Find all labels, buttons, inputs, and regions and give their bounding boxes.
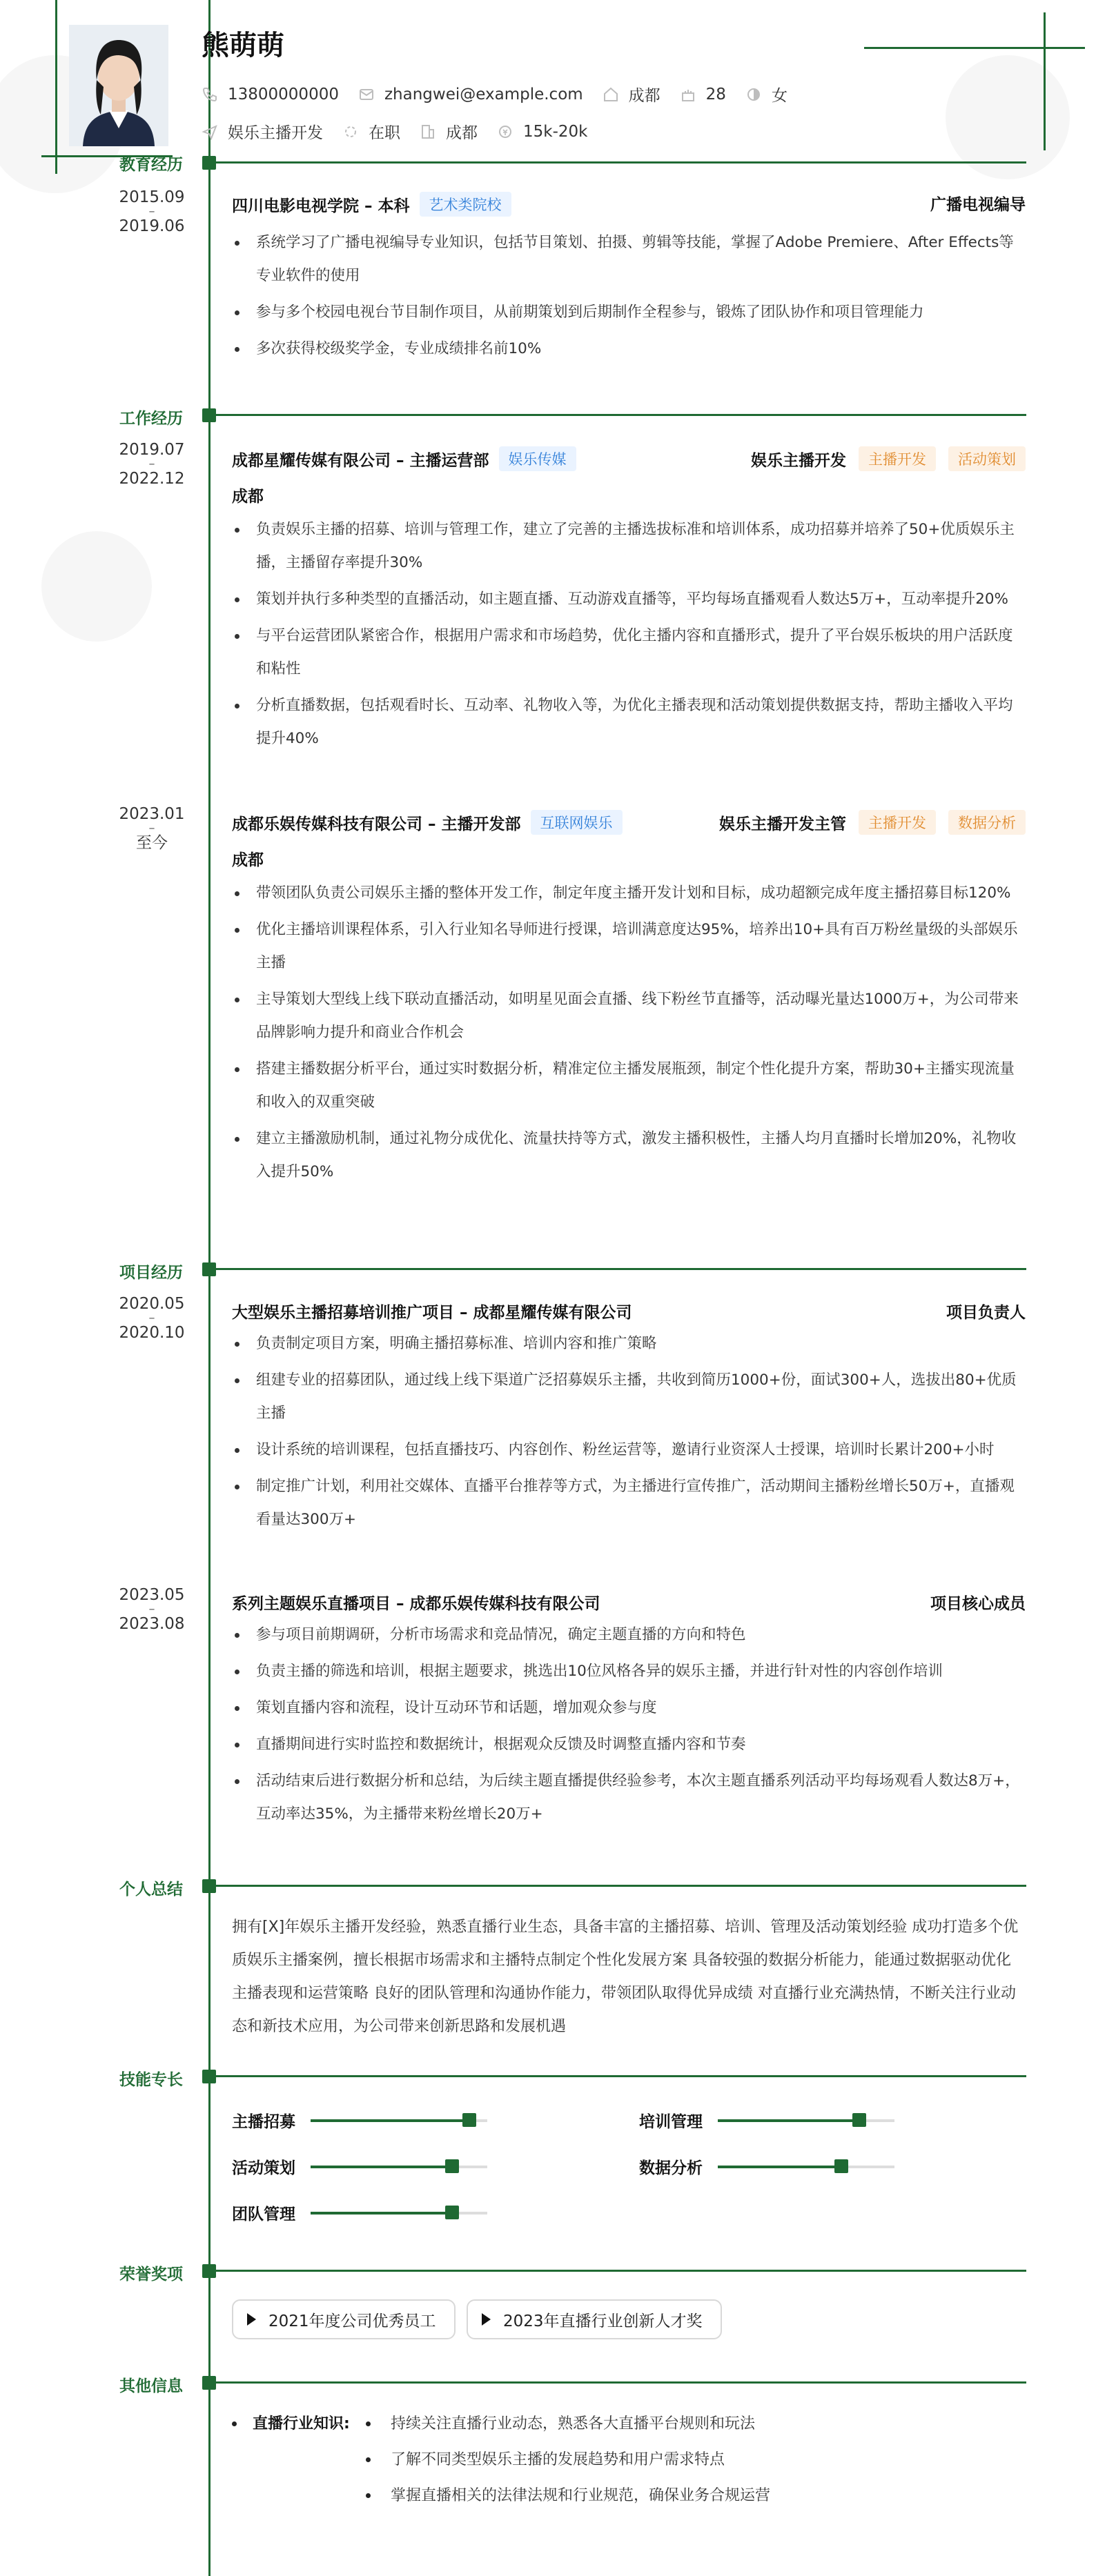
salary-icon (497, 123, 513, 140)
gender-item (745, 83, 787, 106)
project-entry (232, 1591, 1026, 1834)
gender-text: 女 (771, 87, 787, 105)
work-bullets (232, 877, 1026, 1189)
skill-level-marker (445, 2159, 459, 2173)
target-role-text: 娱乐主播开发 (228, 124, 323, 142)
date-separator: – (148, 1311, 155, 1325)
section-title-education: 教育经历 (119, 156, 183, 174)
skill-tag: 活动策划 (948, 446, 1026, 471)
skill-name: 活动策划 (232, 2159, 295, 2177)
honor-badge (467, 2299, 722, 2339)
target-city-item (420, 120, 478, 143)
list-item: 多次获得校级奖学金，专业成绩排名前10% (232, 333, 1026, 366)
email-item (358, 86, 583, 103)
phone-icon (202, 86, 218, 103)
list-item: 组建专业的招募团队，通过线上线下渠道广泛招募娱乐主播，共收到简历1000+份，面试300+人，选拔出80+优质主播 (232, 1364, 1026, 1430)
list-item: 参与项目前期调研，分析市场需求和竞品情况，确定主题直播的方向和特色 (232, 1618, 1026, 1652)
target-city-text: 成都 (446, 124, 478, 142)
section-title-skills: 技能专长 (119, 2071, 183, 2089)
section-divider (216, 414, 1026, 416)
honor-text: 2023年直播行业创新人才奖 (503, 2312, 703, 2330)
bullet-dot (232, 2421, 237, 2426)
job-role: 娱乐主播开发 (751, 451, 846, 470)
project-bullets (232, 1618, 1026, 1831)
industry-tag: 互联网娱乐 (531, 810, 623, 835)
industry-tag: 娱乐传媒 (499, 446, 576, 471)
section-title-other: 其他信息 (119, 2377, 183, 2395)
date-separator: – (148, 1602, 155, 1616)
list-item (232, 2412, 1026, 2448)
summary-text: 拥有[X]年娱乐主播开发经验，熟悉直播行业生态，具备丰富的主播招募、培训、管理及活动策划经验 成功打造多个优质娱乐主播案例，擅长根据市场需求和主播特点制定个性化发展方案 具备较强的数据分析能力，能通过数据驱动优化主播表现和运营策略 良好的团队管理和沟通协作能力，带领团队取得优异成绩 对直播行业充满热情，不断关注行业动态和新技术应用，为公司带来创新思路和发展机遇 (232, 1919, 1019, 2035)
education-entry (232, 192, 1026, 369)
date-start: 2023.01 (119, 805, 185, 823)
profile-photo (69, 25, 168, 146)
list-item: 建立主播激励机制，通过礼物分成优化、流量扶持等方式，激发主播积极性，主播人均月直播时长增加20%，礼物收入提升50% (232, 1122, 1026, 1189)
skill-name: 数据分析 (639, 2159, 703, 2177)
section-divider (216, 1268, 1026, 1270)
corner-decoration (55, 0, 57, 174)
list-item: 参与多个校园电视台节目制作项目，从前期策划到后期制作全程参与，锻炼了团队协作和项目管理能力 (232, 296, 1026, 329)
list-item: 策划直播内容和流程，设计互动环节和话题，增加观众参与度 (232, 1692, 1026, 1725)
contact-info-row (202, 83, 807, 106)
status-text: 在职 (369, 124, 400, 142)
list-item: 主导策划大型线上线下联动直播活动，如明星见面会直播、线下粉丝节直播等，活动曝光量达1000万+，为公司带来品牌影响力提升和商业合作机会 (232, 983, 1026, 1049)
education-bullets (232, 226, 1026, 366)
timeline-line (208, 0, 211, 2576)
section-divider (216, 2075, 1026, 2077)
major: 广播电视编导 (930, 196, 1026, 214)
work-date (110, 806, 193, 851)
date-start: 2023.05 (119, 1586, 185, 1604)
other-item: 持续关注直播行业动态，熟悉各大直播平台规则和玩法 (391, 2415, 756, 2433)
age-text: 28 (705, 85, 726, 103)
work-header (232, 446, 1026, 474)
skill-name: 培训管理 (639, 2113, 703, 2131)
home-icon (603, 86, 619, 103)
skill-item (232, 2155, 487, 2178)
date-end: 至今 (136, 834, 168, 852)
job-intent-row (202, 120, 607, 143)
section-marker (202, 2376, 216, 2390)
corner-decoration (1044, 12, 1046, 150)
bullet-dot (366, 2421, 371, 2426)
list-item: 搭建主播数据分析平台，通过实时数据分析，精准定位主播发展瓶颈，制定个性化提升方案，帮助30+主播实现流量和收入的双重突破 (232, 1053, 1026, 1119)
skill-bar (311, 2119, 487, 2122)
skill-name: 团队管理 (232, 2206, 295, 2223)
list-item: 负责娱乐主播的招募、培训与管理工作，建立了完善的主播选拔标准和培训体系，成功招募并培养了50+优质娱乐主播，主播留存率提升30% (232, 513, 1026, 579)
list-item: 与平台运营团队紧密合作，根据用户需求和市场趋势，优化主播内容和直播形式，提升了平台娱乐板块的用户活跃度和粘性 (232, 620, 1026, 686)
date-end: 2022.12 (119, 470, 185, 488)
list-item: 分析直播数据，包括观看时长、互动率、礼物收入等，为优化主播表现和活动策划提供数据支持，帮助主播收入平均提升40% (232, 689, 1026, 755)
date-start: 2015.09 (119, 188, 185, 206)
section-title-summary: 个人总结 (119, 1881, 183, 1899)
list-item (232, 2448, 1026, 2484)
project-entry (232, 1300, 1026, 1540)
section-title-honors: 荣誉奖项 (119, 2266, 183, 2283)
bullet-dot (366, 2457, 371, 2462)
section-divider (216, 1885, 1026, 1887)
section-marker (202, 156, 216, 170)
target-role-item (202, 120, 323, 143)
decorative-circle (946, 55, 1070, 179)
skill-tag: 主播开发 (859, 810, 936, 835)
skill-name: 主播招募 (232, 2113, 295, 2131)
honor-text: 2021年度公司优秀员工 (268, 2312, 436, 2330)
date-start: 2020.05 (119, 1295, 185, 1313)
project-title: 大型娱乐主播招募培训推广项目 – 成都星耀传媒有限公司 (232, 1304, 632, 1322)
mail-icon (358, 86, 375, 103)
list-item (232, 2484, 1026, 2519)
age-item (680, 86, 726, 103)
list-item: 负责主播的筛选和培训，根据主题要求，挑选出10位风格各异的娱乐主播，并进行针对性的内容创作培训 (232, 1655, 1026, 1688)
work-header (232, 810, 1026, 838)
project-role: 项目核心成员 (930, 1595, 1026, 1613)
candidate-name: 熊萌萌 (202, 30, 284, 61)
play-icon (247, 2313, 256, 2326)
phone-item (202, 86, 339, 103)
other-info (232, 2412, 1026, 2519)
project-date (110, 1296, 193, 1341)
work-entry (232, 810, 1026, 1192)
building-icon (420, 123, 436, 140)
project-title: 系列主题娱乐直播项目 – 成都乐娱传媒科技有限公司 (232, 1595, 600, 1613)
skill-bar (311, 2212, 487, 2215)
project-date (110, 1587, 193, 1632)
salary-item (497, 123, 587, 141)
skill-item (232, 2109, 487, 2132)
play-icon (482, 2313, 491, 2326)
salary-text: 15k-20k (523, 122, 588, 141)
date-end: 2019.06 (119, 217, 185, 235)
work-date (110, 442, 193, 487)
project-role: 项目负责人 (946, 1304, 1026, 1322)
other-item: 了解不同类型娱乐主播的发展趋势和用户需求特点 (391, 2451, 725, 2468)
phone-text: 13800000000 (228, 85, 339, 103)
work-city: 成都 (232, 851, 264, 869)
list-item: 设计系统的培训课程，包括直播技巧、内容创作、粉丝运营等，邀请行业资深人士授课，培训时长累计200+小时 (232, 1434, 1026, 1467)
send-icon (202, 123, 218, 140)
list-item: 系统学习了广播电视编导专业知识，包括节目策划、拍摄、剪辑等技能，掌握了Adobe Premiere、After Effects等专业软件的使用 (232, 226, 1026, 293)
age-icon (680, 86, 696, 103)
job-role: 娱乐主播开发主管 (719, 815, 846, 833)
skill-level-marker (834, 2159, 848, 2173)
list-item: 策划并执行多种类型的直播活动，如主题直播、互动游戏直播等，平均每场直播观看人数达5万+，互动率提升20% (232, 583, 1026, 616)
list-item: 带领团队负责公司娱乐主播的整体开发工作，制定年度主播开发计划和目标，成功超额完成年度主播招募目标120% (232, 877, 1026, 910)
date-separator: – (148, 204, 155, 219)
corner-decoration (864, 47, 1085, 49)
other-label: 直播行业知识: (253, 2415, 350, 2433)
list-item: 活动结束后进行数据分析和总结，为后续主题直播提供经验参考，本次主题直播系列活动平均每场观看人数达8万+，互动率达35%，为主播带来粉丝增长20万+ (232, 1765, 1026, 1831)
skill-bar (718, 2119, 894, 2122)
work-city: 成都 (232, 488, 264, 506)
skill-bar (718, 2166, 894, 2168)
section-marker (202, 1879, 216, 1893)
list-item: 直播期间进行实时监控和数据统计，根据观众反馈及时调整直播内容和节奏 (232, 1728, 1026, 1761)
skill-level-marker (462, 2113, 476, 2127)
status-icon (342, 123, 359, 140)
date-end: 2023.08 (119, 1615, 185, 1633)
section-divider (216, 2270, 1026, 2272)
section-divider (216, 2381, 1026, 2384)
skill-item (639, 2109, 894, 2132)
section-marker (202, 1262, 216, 1276)
section-marker (202, 2264, 216, 2278)
other-item: 掌握直播相关的法律法规和行业规范，确保业务合规运营 (391, 2487, 771, 2504)
project-bullets (232, 1327, 1026, 1536)
date-separator: – (148, 821, 155, 835)
skill-tag: 主播开发 (859, 446, 936, 471)
list-item: 优化主播培训课程体系，引入行业知名导师进行授课，培训满意度达95%，培养出10+具有百万粉丝量级的头部娱乐主播 (232, 913, 1026, 980)
skill-item (639, 2155, 894, 2178)
project-header (232, 1300, 1026, 1327)
date-end: 2020.10 (119, 1324, 185, 1342)
work-bullets (232, 513, 1026, 755)
skill-level-marker (445, 2206, 459, 2219)
company-department: 成都乐娱传媒科技有限公司 – 主播开发部 (232, 815, 521, 833)
skill-level-marker (852, 2113, 866, 2127)
gender-icon (745, 86, 762, 103)
section-title-projects: 项目经历 (119, 1264, 183, 1282)
decorative-circle (41, 531, 152, 642)
skill-tag: 数据分析 (948, 810, 1026, 835)
bullet-dot (366, 2493, 371, 2498)
company-department: 成都星耀传媒有限公司 – 主播运营部 (232, 451, 489, 470)
list-item: 负责制定项目方案，明确主播招募标准、培训内容和推广策略 (232, 1327, 1026, 1360)
section-title-work: 工作经历 (119, 410, 183, 428)
honor-badge (232, 2299, 456, 2339)
school-degree: 四川电影电视学院 – 本科 (232, 197, 410, 215)
status-item (342, 120, 400, 143)
email-text: zhangwei@example.com (384, 85, 583, 103)
education-date (110, 189, 193, 235)
work-entry (232, 446, 1026, 759)
date-separator: – (148, 457, 155, 471)
section-marker (202, 2070, 216, 2083)
location-text: 成都 (628, 87, 660, 105)
list-item: 制定推广计划，利用社交媒体、直播平台推荐等方式，为主播进行宣传推广，活动期间主播粉丝增长50万+，直播观看量达300万+ (232, 1470, 1026, 1536)
school-tag: 艺术类院校 (420, 192, 511, 217)
skill-bar (311, 2166, 487, 2168)
date-start: 2019.07 (119, 441, 185, 459)
section-divider (216, 161, 1026, 164)
project-header (232, 1591, 1026, 1618)
location-item (603, 83, 660, 106)
education-header (232, 192, 1026, 219)
skill-item (232, 2201, 487, 2224)
section-marker (202, 408, 216, 422)
